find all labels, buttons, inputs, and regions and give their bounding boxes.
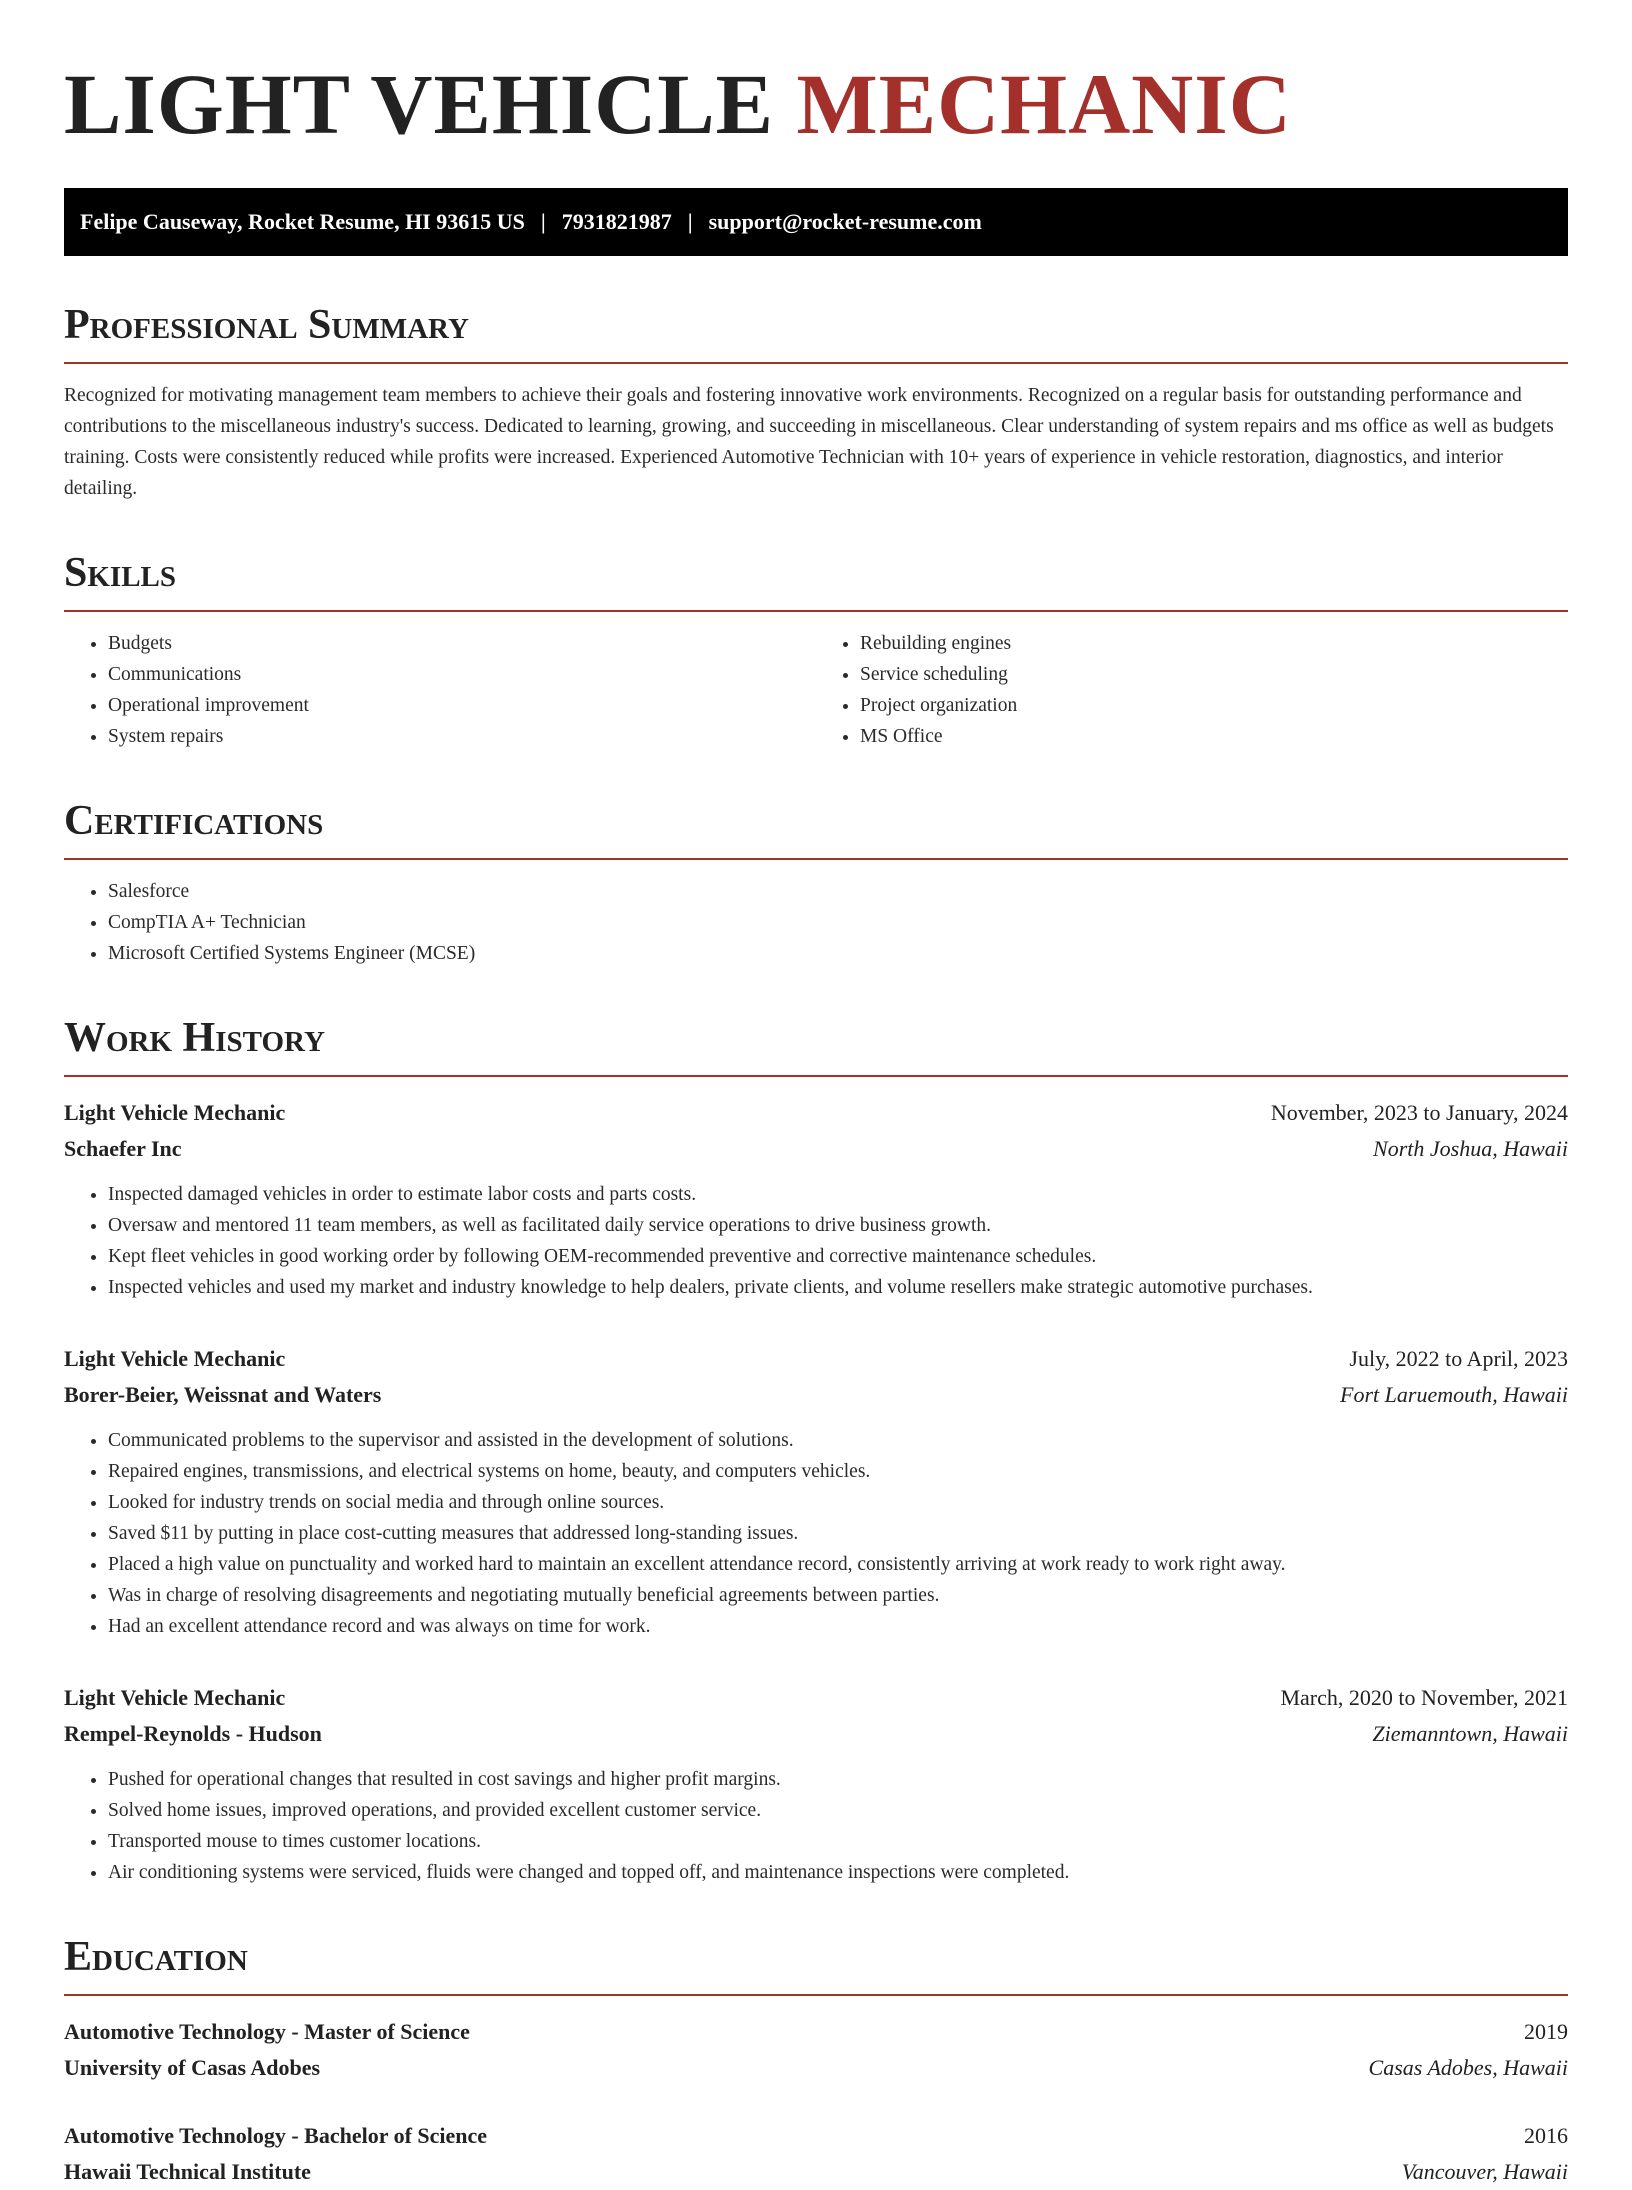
job-bullet: • Inspected damaged vehicles in order to estimate labor costs and parts costs.: [108, 1179, 1568, 1210]
job-location: Fort Laruemouth, Hawaii: [1340, 1382, 1568, 1407]
contact-bar: [64, 188, 1568, 256]
job-company: Schaefer Inc: [64, 1136, 182, 1161]
education-degree: Automotive Technology - Bachelor of Science: [64, 2123, 488, 2148]
education-year: 2019: [1524, 2019, 1568, 2044]
job-dates: July, 2022 to April, 2023: [1349, 1346, 1568, 1371]
contact-address: Felipe Causeway, Rocket Resume, HI 93615 US: [80, 209, 525, 234]
job-bullet: • Had an excellent attendance record and was always on time for work.: [108, 1611, 1568, 1642]
job-company-row: [64, 1377, 1568, 1413]
contact-separator: |: [540, 209, 546, 234]
certifications-heading: Certifications: [64, 796, 1568, 860]
job-company-row: [64, 1131, 1568, 1167]
skills-list-right: [816, 628, 1568, 752]
job-entry: [64, 1095, 1568, 1303]
skills-columns: [64, 612, 1568, 752]
education-location: Casas Adobes, Hawaii: [1368, 2055, 1568, 2080]
job-bullet: • Transported mouse to times customer locations.: [108, 1826, 1568, 1857]
certification-item: • Microsoft Certified Systems Engineer (MCSE): [108, 938, 1568, 969]
skills-list-left: [64, 628, 816, 752]
job-company: Borer-Beier, Weissnat and Waters: [64, 1382, 382, 1407]
skill-item: • Service scheduling: [860, 659, 1568, 690]
job-title: Light Vehicle Mechanic: [64, 1685, 286, 1710]
education-location: Vancouver, Hawaii: [1401, 2159, 1568, 2184]
education-school-row: [64, 2154, 1568, 2190]
job-header-row: [64, 1341, 1568, 1377]
skill-item: • Rebuilding engines: [860, 628, 1568, 659]
education-entry: [64, 2118, 1568, 2190]
job-bullet: • Inspected vehicles and used my market and industry knowledge to help dealers, private clients, and volume resellers make strategic automotive purchases.: [108, 1272, 1568, 1303]
contact-phone: 7931821987: [561, 209, 672, 234]
job-entry: [64, 1680, 1568, 1888]
skill-item: • MS Office: [860, 721, 1568, 752]
job-bullet: • Air conditioning systems were serviced, fluids were changed and topped off, and maintenance inspections were completed.: [108, 1857, 1568, 1888]
job-bullets: [64, 1179, 1568, 1303]
skill-item: • Communications: [108, 659, 816, 690]
skill-item: • Project organization: [860, 690, 1568, 721]
resume-title: [64, 56, 1568, 152]
job-location: North Joshua, Hawaii: [1373, 1136, 1568, 1161]
job-bullet: • Repaired engines, transmissions, and electrical systems on home, beauty, and computers vehicles.: [108, 1456, 1568, 1487]
job-bullet: • Was in charge of resolving disagreements and negotiating mutually beneficial agreements between parties.: [108, 1580, 1568, 1611]
job-bullet: • Solved home issues, improved operations, and provided excellent customer service.: [108, 1795, 1568, 1826]
job-header-row: [64, 1095, 1568, 1131]
contact-separator: |: [687, 209, 693, 234]
certifications-list: [64, 876, 1568, 969]
job-bullet: • Pushed for operational changes that resulted in cost savings and higher profit margins.: [108, 1764, 1568, 1795]
job-bullet: • Oversaw and mentored 11 team members, as well as facilitated daily service operations to drive business growth.: [108, 1210, 1568, 1241]
skills-heading: Skills: [64, 548, 1568, 612]
title-accent: MECHANIC: [796, 56, 1292, 152]
certification-item: • CompTIA A+ Technician: [108, 907, 1568, 938]
job-location: Ziemanntown, Hawaii: [1372, 1721, 1568, 1746]
job-dates: November, 2023 to January, 2024: [1270, 1100, 1568, 1125]
education-degree: Automotive Technology - Master of Science: [64, 2019, 470, 2044]
summary-text: Recognized for motivating management team members to achieve their goals and fostering innovative work environments. Recognized on a regular basis for outstanding performance and contributions to the miscellaneous industry's success. Dedicated to learning, growing, and succeeding in miscellaneous. Clear understanding of system repairs and ms office as well as budgets training. Costs were consistently reduced while profits were increased. Experienced Automotive Technician with 10+ years of experience in vehicle restoration, diagnostics, and interior detailing.: [64, 385, 1554, 499]
job-bullets: [64, 1425, 1568, 1642]
education-year: 2016: [1524, 2123, 1568, 2148]
job-title: Light Vehicle Mechanic: [64, 1100, 286, 1125]
work-history-heading: Work History: [64, 1013, 1568, 1077]
job-company-row: [64, 1716, 1568, 1752]
certification-item: • Salesforce: [108, 876, 1568, 907]
job-title: Light Vehicle Mechanic: [64, 1346, 286, 1371]
education-school: University of Casas Adobes: [64, 2055, 321, 2080]
contact-email: support@rocket-resume.com: [708, 209, 982, 234]
job-dates: March, 2020 to November, 2021: [1280, 1685, 1568, 1710]
title-main: LIGHT VEHICLE: [64, 56, 775, 152]
education-heading: Education: [64, 1932, 1568, 1996]
education-school: Hawaii Technical Institute: [64, 2159, 311, 2184]
education-degree-row: [64, 2014, 1568, 2050]
job-header-row: [64, 1680, 1568, 1716]
summary-heading: Professional Summary: [64, 300, 1568, 364]
job-bullet: • Communicated problems to the supervisor and assisted in the development of solutions.: [108, 1425, 1568, 1456]
skill-item: • Operational improvement: [108, 690, 816, 721]
job-bullet: • Looked for industry trends on social media and through online sources.: [108, 1487, 1568, 1518]
job-bullet: • Kept fleet vehicles in good working order by following OEM-recommended preventive and corrective maintenance schedules.: [108, 1241, 1568, 1272]
skill-item: • System repairs: [108, 721, 816, 752]
job-bullet: • Placed a high value on punctuality and worked hard to maintain an excellent attendance record, consistently arriving at work ready to work right away.: [108, 1549, 1568, 1580]
job-bullets: [64, 1764, 1568, 1888]
education-entry: [64, 2014, 1568, 2086]
skill-item: • Budgets: [108, 628, 816, 659]
education-school-row: [64, 2050, 1568, 2086]
job-bullet: • Saved $11 by putting in place cost-cutting measures that addressed long-standing issues.: [108, 1518, 1568, 1549]
education-degree-row: [64, 2118, 1568, 2154]
job-entry: [64, 1341, 1568, 1642]
job-company: Rempel-Reynolds - Hudson: [64, 1721, 322, 1746]
